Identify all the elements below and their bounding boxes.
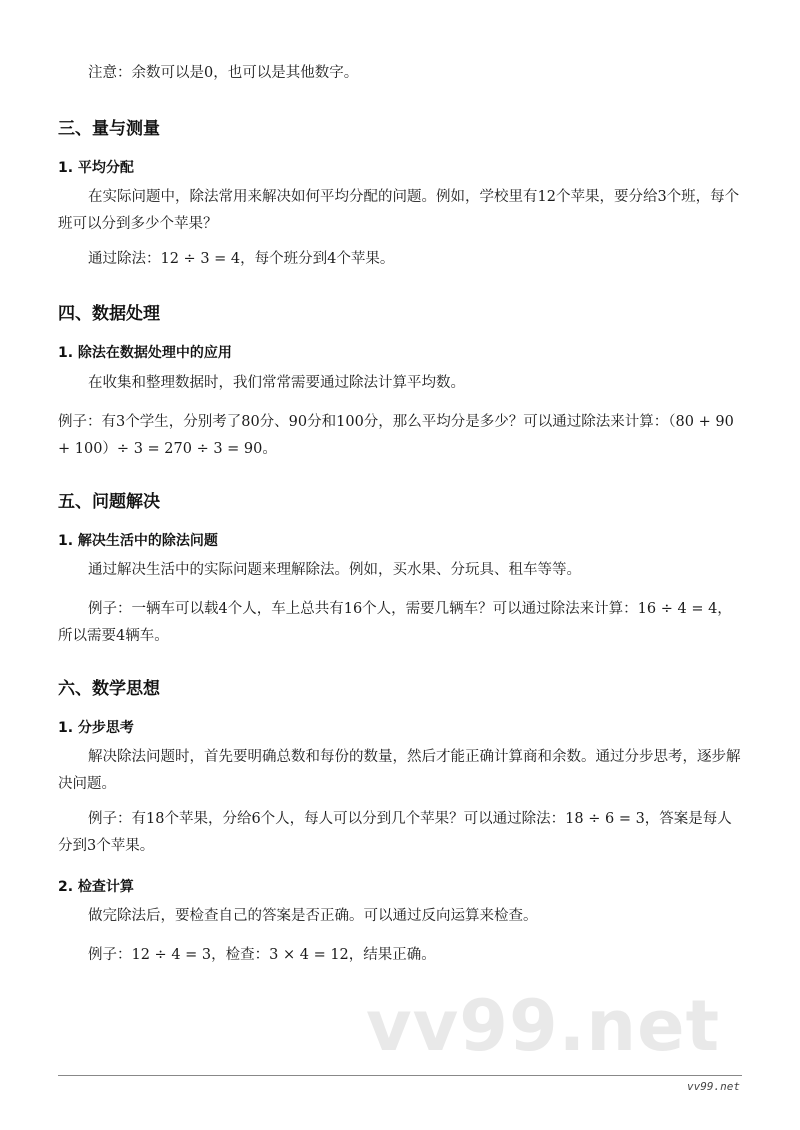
footer-divider — [58, 1075, 742, 1076]
paragraph-data-average-intro: 在收集和整理数据时，我们常常需要通过除法计算平均数。 — [88, 375, 465, 391]
paragraph-average-distribution-intro: 在实际问题中，除法常用来解决如何平均分配的问题。例如，学校里有12个苹果，要分给3个班，每个班可以分到多少个苹果？ — [58, 189, 740, 232]
subsection-title-average-distribution: 1. 平均分配 — [58, 160, 134, 176]
section-heading-measurement: 三、量与测量 — [58, 119, 160, 139]
paragraph-data-average-example: 例子：有3个学生，分别考了80分、90分和100分，那么平均分是多少？可以通过除法来计算：（80 + 90 + 100）÷ 3 = 270 ÷ 3 = 90。 — [58, 414, 734, 457]
watermark-logo: vv99.net — [366, 985, 721, 1067]
section-heading-math-thinking: 六、数学思想 — [58, 679, 160, 699]
subsection-title-division-in-data: 1. 除法在数据处理中的应用 — [58, 345, 232, 361]
section-heading-problem-solving: 五、问题解决 — [58, 492, 160, 512]
paragraph-life-division-example: 例子：一辆车可以载4个人，车上总共有16个人，需要几辆车？可以通过除法来计算：16 ÷ 4 = 4，所以需要4辆车。 — [58, 601, 732, 644]
section-heading-data-processing: 四、数据处理 — [58, 304, 160, 324]
paragraph-life-division-intro: 通过解决生活中的实际问题来理解除法。例如，买水果、分玩具、租车等等。 — [88, 562, 581, 578]
paragraph-check-calculation-example: 例子：12 ÷ 4 = 3，检查：3 × 4 = 12，结果正确。 — [88, 947, 436, 963]
subsection-title-life-division: 1. 解决生活中的除法问题 — [58, 533, 218, 549]
paragraph-step-thinking-intro: 解决除法问题时，首先要明确总数和每份的数量，然后才能正确计算商和余数。通过分步思考，逐步解决问题。 — [58, 749, 741, 792]
subsection-title-check-calculation: 2. 检查计算 — [58, 879, 134, 895]
subsection-title-step-thinking: 1. 分步思考 — [58, 720, 134, 736]
paragraph-step-thinking-example: 例子：有18个苹果，分给6个人，每人可以分到几个苹果？可以通过除法：18 ÷ 6 = 3，答案是每人分到3个苹果。 — [58, 811, 732, 854]
footer-site-label: vv99.net — [687, 1080, 740, 1093]
remainder-note: 注意：余数可以是0，也可以是其他数字。 — [88, 65, 359, 81]
paragraph-average-distribution-result: 通过除法：12 ÷ 3 = 4，每个班分到4个苹果。 — [88, 251, 395, 267]
paragraph-check-calculation-intro: 做完除法后，要检查自己的答案是否正确。可以通过反向运算来检查。 — [88, 908, 538, 924]
